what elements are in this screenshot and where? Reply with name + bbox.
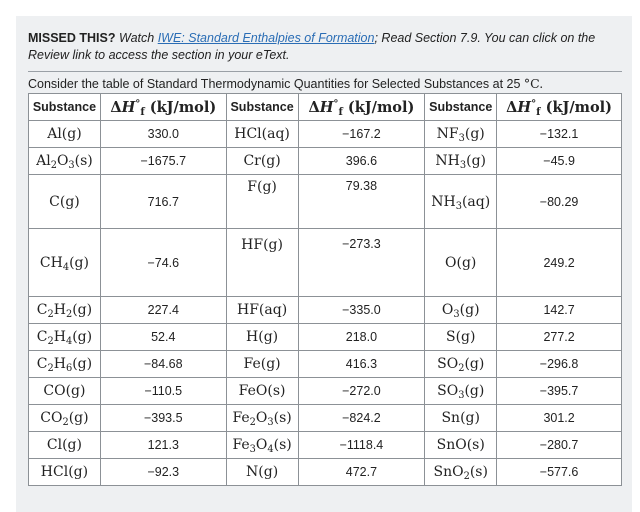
substance-cell: $CH_4(g)$ <box>29 229 101 297</box>
header-enthalpy: $\Delta H^\circ_f$ (kJ/mol) <box>497 94 622 121</box>
enthalpy-value: 227.4 <box>100 297 226 324</box>
enthalpy-value: −824.2 <box>298 405 425 432</box>
enthalpy-value: −393.5 <box>100 405 226 432</box>
table-row <box>29 121 622 148</box>
table-row <box>29 459 622 486</box>
header-substance: Substance <box>425 94 497 121</box>
iwe-video-link[interactable]: IWE: Standard Enthalpies of Formation <box>157 31 375 45</box>
substance-cell: HF(aq) <box>226 297 298 324</box>
substance-cell: C(g) <box>29 175 101 229</box>
read-section-text: ; Read Section 7.9. You can click on the Review link to access the section in your eText. <box>28 31 596 62</box>
substance-cell: $C_2H_6(g)$ <box>29 351 101 378</box>
enthalpy-value: −272.0 <box>298 378 425 405</box>
enthalpy-value: −45.9 <box>497 148 622 175</box>
enthalpy-value: 218.0 <box>298 324 425 351</box>
table-row <box>29 405 622 432</box>
substance-cell: $Fe_2O_3(s)$ <box>226 405 298 432</box>
enthalpy-value: 249.2 <box>497 229 622 297</box>
substance-cell: $C_2H_4(g)$ <box>29 324 101 351</box>
substance-cell: HF(g) <box>226 229 298 297</box>
enthalpy-value: −577.6 <box>497 459 622 486</box>
table-body <box>29 121 622 486</box>
header-row <box>29 94 622 121</box>
substance-cell: SnO(s) <box>425 432 497 459</box>
enthalpy-value: 79.38 <box>298 175 425 229</box>
consider-sentence <box>28 76 628 92</box>
substance-cell: HCl(aq) <box>226 121 298 148</box>
substance-cell: $Al_2O_3(s)$ <box>29 148 101 175</box>
enthalpy-value: 277.2 <box>497 324 622 351</box>
enthalpy-value: −110.5 <box>100 378 226 405</box>
enthalpy-value: 396.6 <box>298 148 425 175</box>
substance-cell: $O_3(g)$ <box>425 297 497 324</box>
enthalpy-value: 301.2 <box>497 405 622 432</box>
substance-cell: N(g) <box>226 459 298 486</box>
table-row <box>29 324 622 351</box>
table-row <box>29 432 622 459</box>
enthalpy-value: 472.7 <box>298 459 425 486</box>
substance-cell: $SO_2(g)$ <box>425 351 497 378</box>
enthalpy-value: −280.7 <box>497 432 622 459</box>
substance-cell: Sn(g) <box>425 405 497 432</box>
substance-cell: Cl(g) <box>29 432 101 459</box>
enthalpy-value: 330.0 <box>100 121 226 148</box>
enthalpy-value: −74.6 <box>100 229 226 297</box>
enthalpy-value: −335.0 <box>298 297 425 324</box>
enthalpy-value: −1675.7 <box>100 148 226 175</box>
substance-cell: $NF_3(g)$ <box>425 121 497 148</box>
enthalpy-value: −80.29 <box>497 175 622 229</box>
header-enthalpy: $\Delta H^\circ_f$ (kJ/mol) <box>100 94 226 121</box>
enthalpy-value: −167.2 <box>298 121 425 148</box>
table-row <box>29 297 622 324</box>
substance-cell: F(g) <box>226 175 298 229</box>
substance-cell: $SO_3(g)$ <box>425 378 497 405</box>
enthalpy-value: −1118.4 <box>298 432 425 459</box>
substance-cell: CO(g) <box>29 378 101 405</box>
substance-cell: H(g) <box>226 324 298 351</box>
substance-cell: FeO(s) <box>226 378 298 405</box>
header-substance: Substance <box>29 94 101 121</box>
substance-cell: Al(g) <box>29 121 101 148</box>
header-enthalpy: $\Delta H^\circ_f$ (kJ/mol) <box>298 94 425 121</box>
enthalpy-value: −296.8 <box>497 351 622 378</box>
enthalpy-value: −84.68 <box>100 351 226 378</box>
enthalpy-value: 52.4 <box>100 324 226 351</box>
substance-cell: Fe(g) <box>226 351 298 378</box>
missed-this-note <box>28 30 628 64</box>
enthalpy-value: 121.3 <box>100 432 226 459</box>
enthalpy-value: 142.7 <box>497 297 622 324</box>
table-row <box>29 378 622 405</box>
substance-cell: Cr(g) <box>226 148 298 175</box>
table-row <box>29 175 622 229</box>
substance-cell: SnO$_2$(s) <box>425 459 497 486</box>
enthalpy-value: −92.3 <box>100 459 226 486</box>
consider-text: Consider the table of Standard Thermodynamic Quantities for Selected Substances at 25 <box>28 77 521 91</box>
substance-cell: HCl(g) <box>29 459 101 486</box>
substance-cell: $CO_2(g)$ <box>29 405 101 432</box>
substance-cell: $C_2H_2(g)$ <box>29 297 101 324</box>
table-row <box>29 351 622 378</box>
substance-cell: $NH_3(g)$ <box>425 148 497 175</box>
watch-prefix: Watch <box>119 31 155 45</box>
substance-cell: O(g) <box>425 229 497 297</box>
temperature-unit: °C. <box>523 76 544 91</box>
header-substance: Substance <box>226 94 298 121</box>
divider <box>28 71 622 72</box>
substance-cell: $Fe_3O_4(s)$ <box>226 432 298 459</box>
table-row <box>29 148 622 175</box>
enthalpy-value: −395.7 <box>497 378 622 405</box>
enthalpy-value: 716.7 <box>100 175 226 229</box>
substance-cell: S(g) <box>425 324 497 351</box>
missed-label: MISSED THIS? <box>28 31 116 45</box>
enthalpy-value: −273.3 <box>298 229 425 297</box>
table-row <box>29 229 622 297</box>
enthalpy-value: −132.1 <box>497 121 622 148</box>
thermo-table <box>28 93 622 486</box>
substance-cell: $NH_3(aq)$ <box>425 175 497 229</box>
enthalpy-value: 416.3 <box>298 351 425 378</box>
